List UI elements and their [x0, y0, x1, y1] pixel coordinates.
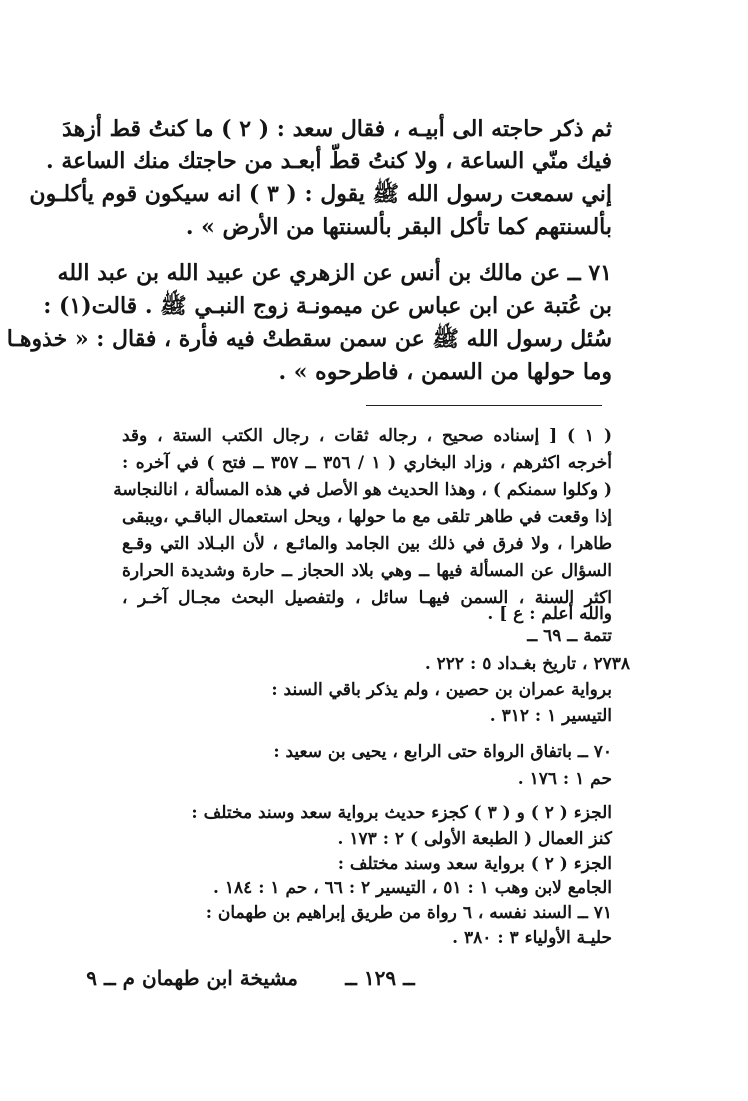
footnote-line-3: ( وكلوا سمنكم ) ، وهذا الحديث هو الأصل في هذه المسألة ، انالنجاسة	[113, 480, 612, 500]
footnote-line-7: اكثر السنة ، السمن فيهـا سائل ، ولتفصيل البحث مجـال آخـر ،	[122, 588, 612, 608]
reference-line-5: ٧٠ ــ باتفاق الرواة حتى الرابع ، يحيى بن سعيد :	[273, 742, 612, 762]
reference-line-9: الجزء ( ٢ ) برواية سعد وسند مختلف :	[337, 854, 612, 874]
footnote-line-2: أخرجه اكثرهم ، وزاد البخاري ( ١ / ٣٥٦ ــ ٣٥٧ ــ فتح ) في آخره :	[122, 453, 612, 473]
main-text-line-4: بألسنتهم كما تأكل البقر بألسنتها من الأرض » .	[185, 214, 612, 240]
reference-line-7: الجزء ( ٢ ) و ( ٣ ) كجزء حديث برواية سعد وسند مختلف :	[191, 803, 612, 823]
main-text-line-2: فيك منّي الساعة ، ولا كنتُ قطّ أبعـد من حاجتك منك الساعة .	[46, 148, 612, 174]
book-signature: مشيخة ابن طهمان م ــ ٩	[86, 966, 298, 990]
footnote-line-5: طاهرا ، ولا فرق في ذلك بين الجامد والمائـع ، لأن البـلاد التي وقـع	[122, 534, 612, 554]
footnote-line-6: السؤال عن المسألة فيها ــ وهي بلاد الحجاز ــ حارة وشديدة الحرارة	[122, 561, 612, 581]
footnote-line-1: ( ١ ) [ إسناده صحيح ، رجاله ثقات ، رجال الكتب الستة ، وقد	[122, 426, 612, 446]
reference-line-1: تتمة ــ ٦٩ ــ	[527, 626, 612, 646]
page-number: ــ ١٢٩ ــ	[345, 966, 415, 990]
reference-line-2: ٢٧٣٨ ، تاريخ بغـداد ٥ : ٢٢٢ .	[424, 654, 630, 674]
reference-line-11: ٧١ ــ السند نفسه ، ٦ رواة من طريق إبراهيم بن طهمان :	[205, 903, 612, 923]
reference-line-6: حم ١ : ١٧٦ .	[517, 769, 612, 789]
reference-line-3: برواية عمران بن حصين ، ولم يذكر باقي السند :	[271, 680, 612, 700]
footnote-line-4: إذا وقعت في طاهر تلقى مع ما حولها ، ويحل استعمال الباقـي ،ويبقى	[122, 507, 612, 527]
reference-line-10: الجامع لابن وهب ١ : ٥١ ، التيسير ٢ : ٦٦ ، حم ١ : ١٨٤ .	[213, 878, 612, 898]
reference-line-8: كنز العمال ( الطبعة الأولى ) ٢ : ١٧٣ .	[337, 829, 612, 849]
footnote-line-8: والله أعلم : ع ] .	[487, 604, 612, 624]
main-text-line-3: إني سمعت رسول الله ﷺ يقول : ( ٣ ) انه سيكون قوم يأكلـون	[29, 181, 612, 207]
footnote-divider	[366, 405, 602, 406]
hadith-71-line-2: بن عُتبة عن ابن عباس عن ميمونـة زوج النبـي ﷺ . قالت(١) :	[43, 293, 612, 319]
main-text-line-1: ثم ذكر حاجته الى أبيـه ، فقال سعد : ( ٢ ) ما كنتُ قط أزهدَ	[62, 116, 612, 142]
hadith-71-line-1: ٧١ ــ عن مالك بن أنس عن الزهري عن عبيد الله بن عبد الله	[57, 260, 612, 286]
reference-line-4: التيسير ١ : ٣١٢ .	[489, 706, 612, 726]
hadith-71-line-3: سُئل رسول الله ﷺ عن سمن سقطتْ فيه فأرة ، فقال : « خذوهـا	[6, 326, 612, 352]
reference-line-12: حليـة الأولياء ٣ : ٣٨٠ .	[452, 928, 612, 948]
hadith-71-line-4: وما حولها من السمن ، فاطرحوه » .	[278, 359, 612, 385]
